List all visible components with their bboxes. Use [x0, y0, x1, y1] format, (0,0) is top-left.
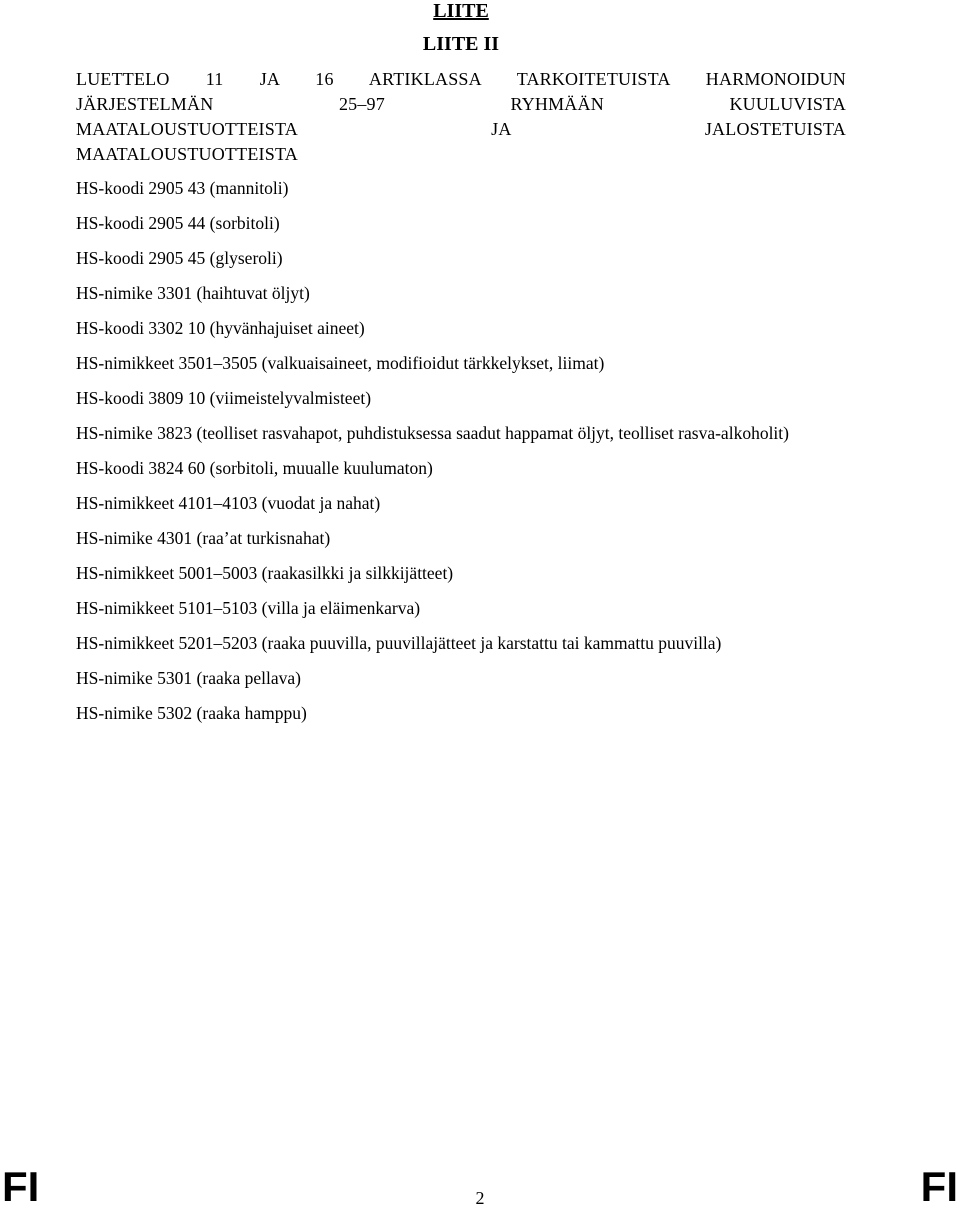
list-item: HS-nimikkeet 4101–4103 (vuodat ja nahat)	[76, 493, 381, 513]
title-word: RYHMÄÄN	[510, 94, 604, 114]
title-line	[76, 142, 846, 167]
list-item: HS-koodi 2905 44 (sorbitoli)	[76, 213, 280, 233]
title-word: 25–97	[338, 94, 385, 114]
title-word: TARKOITETUISTA	[516, 69, 670, 89]
page-number: 2	[475, 1188, 485, 1208]
title-word: 16	[315, 69, 334, 89]
list-item: HS-nimike 4301 (raa’at turkisnahat)	[76, 528, 331, 548]
title-word: JÄRJESTELMÄN	[76, 94, 214, 114]
title-word: 11	[205, 69, 224, 89]
list-item: HS-koodi 3809 10 (viimeistelyvalmisteet)	[76, 388, 372, 408]
list-item: HS-koodi 2905 45 (glyseroli)	[76, 248, 283, 268]
title-word: MAATALOUSTUOTTEISTA	[76, 144, 298, 164]
language-code-right: FI	[920, 1163, 958, 1210]
list-item: HS-nimike 5301 (raaka pellava)	[76, 668, 301, 688]
list-item: HS-nimikkeet 3501–3505 (valkuaisaineet, modifioidut tärkkelykset, liimat)	[76, 353, 605, 373]
title-word: ARTIKLASSA	[368, 69, 481, 89]
list-item: HS-nimikkeet 5001–5003 (raakasilkki ja silkkijätteet)	[76, 563, 454, 583]
annex-heading: LIITE	[433, 0, 489, 22]
list-item: HS-nimike 3301 (haihtuvat öljyt)	[76, 283, 310, 303]
language-code-left: FI	[2, 1163, 40, 1210]
title-word: HARMONOIDUN	[705, 69, 846, 89]
list-title	[76, 67, 846, 167]
title-word: KUULUVISTA	[729, 94, 846, 114]
list-item: HS-nimike 3823 (teolliset rasvahapot, puhdistuksessa saadut happamat öljyt, teolliset rasva-alkoholit)	[76, 423, 789, 443]
list-item: HS-koodi 3302 10 (hyvänhajuiset aineet)	[76, 318, 365, 338]
title-word: JALOSTETUISTA	[704, 119, 846, 139]
hs-code-list	[76, 176, 846, 736]
list-item: HS-koodi 3824 60 (sorbitoli, muualle kuulumaton)	[76, 458, 433, 478]
title-line	[76, 92, 846, 117]
title-line	[76, 117, 846, 142]
list-item: HS-nimike 5302 (raaka hamppu)	[76, 703, 307, 723]
list-item: HS-nimikkeet 5101–5103 (villa ja eläimenkarva)	[76, 598, 421, 618]
title-word: JA	[491, 119, 511, 139]
title-word: MAATALOUSTUOTTEISTA	[76, 119, 297, 139]
title-line	[76, 67, 846, 92]
annex-number-heading: LIITE II	[422, 33, 500, 55]
list-item: HS-nimikkeet 5201–5203 (raaka puuvilla, puuvillajätteet ja karstattu tai kammattu puuvilla)	[76, 633, 722, 653]
list-item: HS-koodi 2905 43 (mannitoli)	[76, 178, 289, 198]
title-word: LUETTELO	[76, 69, 170, 89]
title-word: JA	[259, 69, 280, 89]
